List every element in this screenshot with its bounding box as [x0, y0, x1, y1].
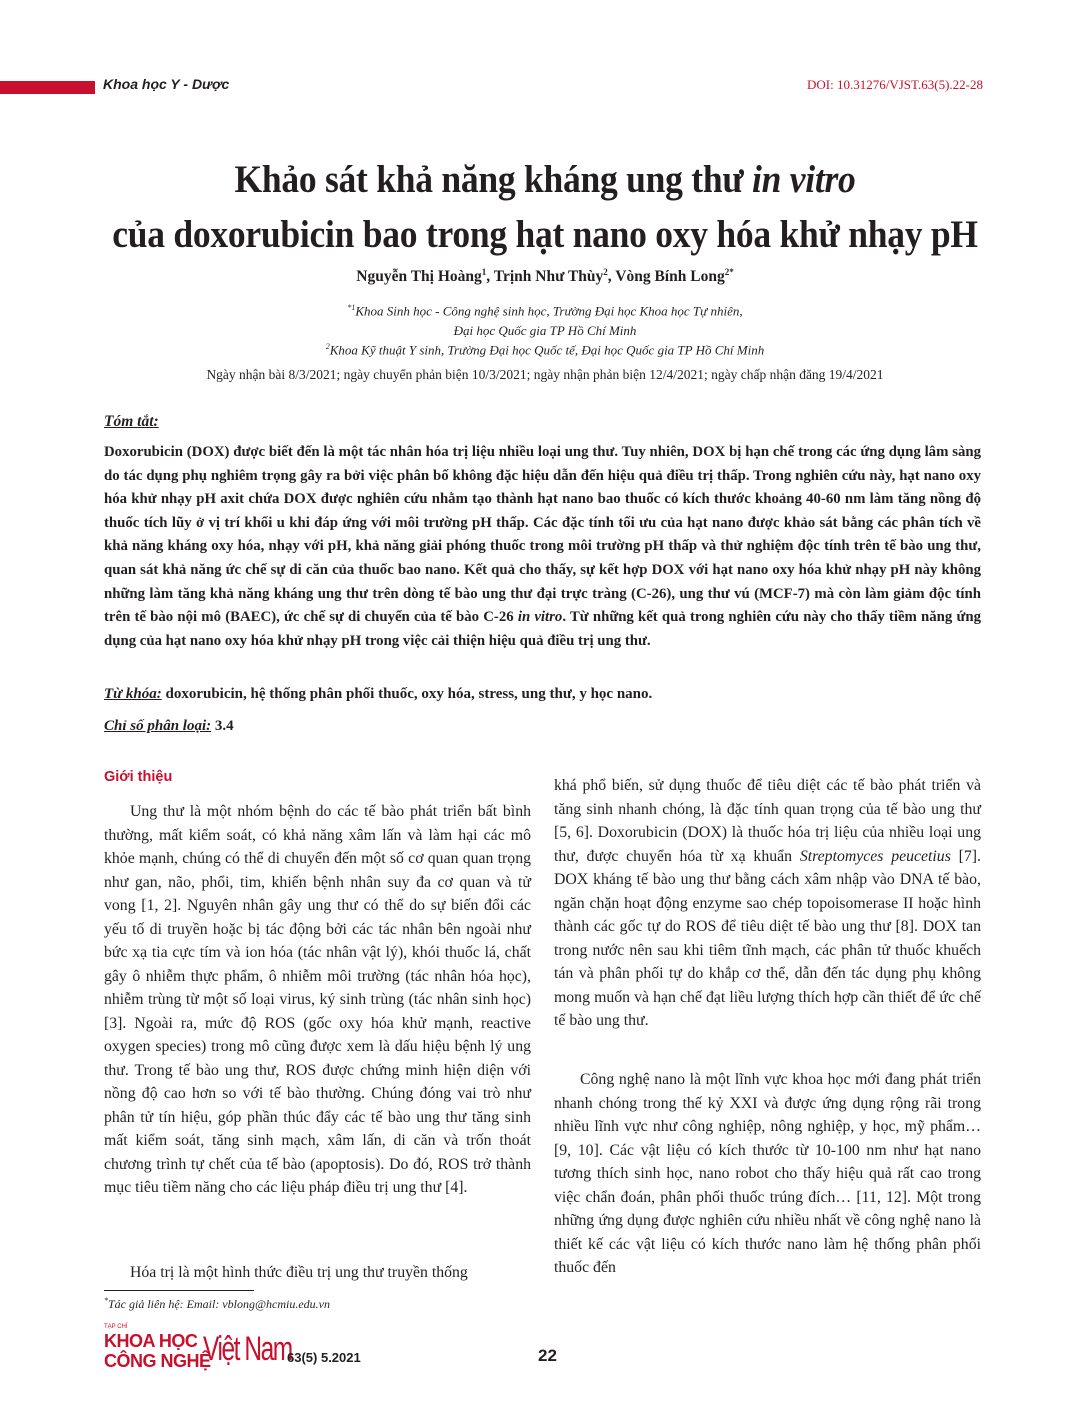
logo-vietnam: Việt Nam — [203, 1330, 292, 1368]
abstract-label: Tóm tắt: — [104, 413, 159, 430]
right-column-paragraph-2 — [554, 1068, 981, 1280]
paragraph: Hóa trị là một hình thức điều trị ung thư truyền thống — [130, 1264, 468, 1281]
affil-text: Khoa Sinh học - Công nghệ sinh học, Trường Đại học Khoa học Tự nhiên, — [355, 303, 743, 319]
abstract-text — [104, 441, 981, 653]
author-affil-mark: 2* — [724, 267, 734, 277]
left-column — [104, 800, 531, 1200]
keywords-label: Từ khóa: — [104, 686, 162, 702]
keywords-value: doxorubicin, hệ thống phân phối thuốc, oxy hóa, stress, ung thư, y học nano. — [161, 686, 653, 702]
classification-value: 3.4 — [211, 718, 234, 734]
paragraph: Công nghệ nano là một lĩnh vực khoa học mới đang phát triển nhanh chóng trong thế kỷ XXI và được ứng dụng rộng rãi trong nhiều lĩnh vực như công nghiệp, nông nghiệp, y học, mỹ phẩm…[9, 10]. Các vật liệu có kích thước từ 10-100 nm như hạt nano tương thích sinh học, nano robot cho thấy hiệu quả rất cao trong việc chẩn đoán, phân phối thuốc trúng đích… [11, 12]. Một trong những ứng dụng được nghiên cứu nhiều nhất về công nghệ nano là thiết kế các vật liệu có kích thước nano làm hệ thống phân phối thuốc đến — [554, 1071, 981, 1276]
affiliation-1 — [0, 298, 1090, 341]
abstract-italic: in vitro — [517, 609, 563, 626]
page-number: 22 — [538, 1346, 557, 1365]
logo-line-2: CÔNG NGHỆ — [104, 1351, 211, 1371]
publication-dates: Ngày nhận bài 8/3/2021; ngày chuyển phản biện 10/3/2021; ngày nhận phản biện 12/4/2021; ngày chấp nhận đăng 19/4/2021 — [206, 367, 884, 382]
doi-link[interactable]: DOI: 10.31276/VJST.63(5).22-28 — [807, 77, 983, 92]
section-label: Khoa học Y - Dược — [103, 76, 230, 92]
title-line2: của doxorubicin bao trong hạt nano oxy hóa khử nhạy pH — [112, 212, 978, 256]
section-color-bar — [0, 81, 95, 94]
species-name: Streptomyces peucetius — [799, 847, 951, 865]
footnote-rule — [104, 1290, 254, 1291]
paragraph — [554, 774, 981, 1033]
classification-label: Chỉ số phân loại: — [104, 718, 212, 734]
author-affil-mark: 1 — [481, 267, 487, 277]
footnote — [104, 1296, 330, 1312]
footnote-text: Tác giả liên hệ: Email: vblong@hcmiu.edu.vn — [108, 1297, 330, 1311]
affil-mark: 2 — [325, 342, 330, 351]
paragraph: Ung thư là một nhóm bệnh do các tế bào phát triển bất bình thường, mất kiểm soát, có khả năng xâm lấn và làm hại các mô khỏe mạnh, chúng có thể di chuyển đến một số cơ quan quan trọng như gan, não, phổi, tim, khiến bệnh nhân suy đa cơ quan và tử vong [1, 2]. Nguyên nhân gây ung thư có thể do sự biến đổi các yếu tố di truyền hoặc bị tác động bởi các tác nhân bên ngoài như bức xạ tia cực tím và ion hóa (tác nhân vật lý), khói thuốc lá, chất gây ô nhiễm thực phẩm, ô nhiễm môi trường (tác nhân hóa học), nhiễm trùng từ một số loại virus, ký sinh trùng (tác nhân sinh học) [3]. Ngoài ra, mức độ ROS (gốc oxy hóa khử mạnh, reactive oxygen species) trong mô cũng được xem là dấu hiệu bệnh lý ung thư. Trong tế bào ung thư, ROS được chứng minh hiện diện với nồng độ cao hơn so với tế bào thường. Chúng đóng vai trò như phân tử tín hiệu, góp phần thúc đẩy các tế bào ung thư tăng sinh mất kiểm soát, tăng sinh mạch, xâm lấn, di căn và trốn thoát chương trình tự chết của tế bào (apoptosis). Do đó, ROS trở thành mục tiêu tiềm năng cho các liệu pháp điều trị ung thư [4]. — [104, 803, 531, 1196]
author-affil-mark: 2 — [603, 267, 608, 277]
right-column — [554, 774, 981, 1033]
section-heading: Giới thiệu — [104, 769, 173, 785]
author-name: Nguyễn Thị Hoàng — [356, 268, 482, 286]
author-list: Nguyễn Thị Hoàng$^1$, Trịnh Như Thùy$^2$, Vòng Bính Long$^{2*}$ — [356, 267, 734, 286]
article-title — [55, 152, 1036, 262]
affil-text: Đại học Quốc gia TP Hồ Chí Minh — [453, 323, 637, 339]
classification — [104, 718, 234, 735]
author-name: Vòng Bính Long — [615, 268, 725, 286]
title-italic: in vitro — [752, 157, 856, 201]
author-name: Trịnh Như Thùy — [493, 268, 604, 286]
footnote-mark: * — [104, 1296, 108, 1305]
paragraph-text: [7]. DOX kháng tế bào ung thư bằng cách xâm nhập vào DNA tế bào, ngăn chặn hoạt động enzyme sao chép topoisomerase II hoặc hình thành các gốc tự do ROS để tiêu diệt tế bào ung thư [8]. DOX tan trong nước nên sau khi tiêm tĩnh mạch, các phân tử thuốc khuếch tán và phân phối tự do khắp cơ thể, dẫn đến tác dụng phụ không mong muốn và hạn chế đạt liều lượng thích hợp cần thiết để ức chế tế bào ung thư. — [554, 847, 981, 1029]
abstract-body-end: . Từ những kết quả trong nghiên cứu này cho thấy tiềm năng ứng dụng của hạt nano oxy hóa khử nhạy pH trong việc cải thiện hiệu quả điều trị ung thư. — [104, 609, 981, 649]
affil-text: Khoa Kỹ thuật Y sinh, Trường Đại học Quốc tế, Đại học Quốc gia TP Hồ Chí Minh — [329, 342, 765, 358]
logo-small-text: TẠP CHÍ — [104, 1324, 128, 1330]
affiliation-2 — [0, 337, 1090, 360]
abstract-body: Doxorubicin (DOX) được biết đến là một tác nhân hóa trị liệu nhiều loại ung thư. Tuy nhiên, DOX bị hạn chế trong các ứng dụng lâm sàng do tác dụng phụ nghiêm trọng gây ra bởi việc phân bố không đặc hiệu dẫn đến hiệu quả điều trị thấp. Trong nghiên cứu này, hạt nano oxy hóa khử nhạy pH axit chứa DOX được nghiên cứu nhằm tạo thành hạt nano bao thuốc có kích thước khoảng 40-60 nm làm tăng nồng độ thuốc tích lũy ở vị trí khối u khi đáp ứng với môi trường pH thấp. Các đặc tính tối ưu của hạt nano được khảo sát bằng các phân tích về khả năng kháng oxy hóa, nhạy với pH, khả năng giải phóng thuốc trong môi trường pH thấp và thử nghiệm độc tính trên tế bào ung thư, quan sát khả năng ức chế sự di căn của thuốc bao nano. Kết quả cho thấy, sự kết hợp DOX với hạt nano oxy hóa khử nhạy pH này không những làm tăng khả năng kháng ung thư trên dòng tế bào ung thư đại trực tràng (C-26), ung thư vú (MCF-7) mà còn làm giảm độc tính trên tế bào nội mô (BAEC), ức chế sự di chuyển của tế bào C-26 — [104, 444, 981, 626]
title-line1: Khảo sát khả năng kháng ung thư — [234, 157, 752, 201]
affil-mark: *1 — [347, 303, 356, 312]
paragraph-text: khá phổ biến, sử dụng thuốc để tiêu diệt các tế bào phát triển và tăng sinh nhanh chóng, là đặc tính quan trọng của tế bào ung thư [5, 6]. Doxorubicin (DOX) là thuốc hóa trị liệu của nhiều loại ung thư, được chuyển hóa từ xạ khuẩn — [554, 777, 981, 865]
keywords — [104, 686, 652, 703]
left-column-paragraph-2 — [104, 1261, 531, 1285]
logo-line-1: KHOA HỌC — [104, 1331, 198, 1351]
issue-number: 63(5) 5.2021 — [287, 1350, 361, 1365]
